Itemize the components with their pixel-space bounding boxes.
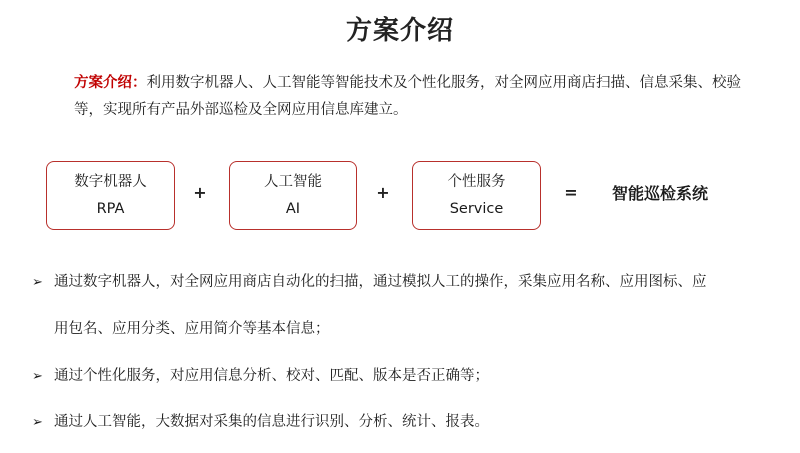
bullet-item [32, 271, 707, 294]
arrow-bullet-icon: ➢ [32, 369, 43, 384]
formula-box-ai [229, 161, 357, 230]
bullet-text: 通过人工智能，大数据对采集的信息进行识别、分析、统计、报表。 [54, 414, 489, 430]
page-title: 方案介绍 [345, 16, 454, 46]
formula-box-rpa [46, 161, 175, 230]
intro-text: 利用数字机器人、人工智能等智能技术及个性化服务，对全网应用商店扫描、信息采集、校验等，实现所有产品外部巡检及全网应用信息库建立。 [74, 75, 741, 118]
arrow-bullet-icon: ➢ [32, 415, 43, 430]
intro-separator: ： [132, 75, 147, 91]
box-subtitle: RPA [96, 200, 125, 217]
intro-lead: 方案介绍 [74, 75, 132, 91]
bullet-text: 通过数字机器人，对全网应用商店自动化的扫描，通过模拟人工的操作，采集应用名称、应用图标、应 [54, 274, 707, 290]
box-subtitle: Service [449, 200, 504, 217]
formula-result: 智能巡检系统 [612, 184, 709, 203]
intro-paragraph [74, 70, 744, 124]
equals-sign: = [564, 183, 578, 202]
bullet-item [32, 365, 489, 388]
plus-sign: + [193, 183, 207, 202]
box-title: 人工智能 [264, 173, 322, 190]
arrow-bullet-icon: ➢ [32, 275, 43, 290]
bullet-text-continued: 用包名、应用分类、应用简介等基本信息； [54, 321, 330, 337]
formula-box-service [412, 161, 541, 230]
box-subtitle: AI [285, 200, 301, 217]
plus-sign: + [376, 183, 390, 202]
bullet-item [32, 411, 489, 434]
bullet-text: 通过个性化服务，对应用信息分析、校对、匹配、版本是否正确等； [54, 368, 489, 384]
box-title: 数字机器人 [74, 173, 147, 190]
box-title: 个性服务 [447, 173, 506, 190]
